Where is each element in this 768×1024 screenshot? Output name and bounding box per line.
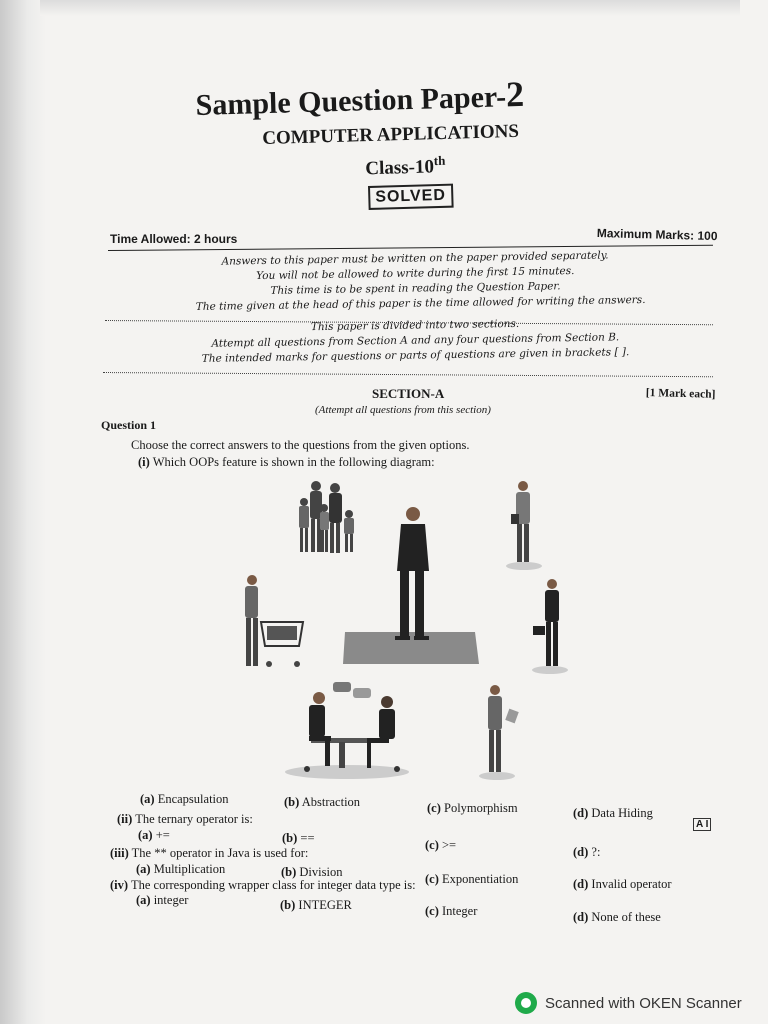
instruction-line: Attempt all questions from Section A and any four questions from Section B. <box>211 331 620 350</box>
question-label: Question 1 <box>101 418 157 432</box>
shopping-man-icon <box>245 575 303 667</box>
instruction-line: You will not be allowed to write during the first 15 minutes. <box>256 265 575 283</box>
option-i-c[interactable]: (c) Polymorphism <box>427 801 518 815</box>
page-top-shade <box>40 0 740 16</box>
option-iii-a[interactable]: (a) Multiplication <box>136 862 226 876</box>
option-iv-b[interactable]: (b) INTEGER <box>280 898 352 912</box>
scanner-text: Scanned with OKEN Scanner <box>545 994 742 1012</box>
instruction-line: The intended marks for questions or parts of questions are given in brackets [ ]. <box>201 346 630 365</box>
polymorphism-people-figure-icon <box>225 476 585 786</box>
question-prompt: Choose the correct answers to the questions from the given options. <box>131 438 470 452</box>
instruction-line: Answers to this paper must be written on the paper provided separately. <box>221 249 609 268</box>
solved-badge: SOLVED <box>368 184 453 210</box>
page-title: Sample Question Paper-2 <box>195 73 525 122</box>
briefcase-man-icon <box>533 579 559 666</box>
dotted-separator <box>103 372 713 377</box>
max-marks: Maximum Marks: 100 <box>596 226 718 244</box>
option-iii-c[interactable]: (c) Exponentiation <box>425 872 519 886</box>
central-businessman-icon <box>395 507 429 640</box>
section-a-marks: [1 Mark each] <box>645 387 716 401</box>
oken-scanner-logo-icon <box>515 992 537 1014</box>
option-ii-d[interactable]: (d) ?: <box>573 845 601 859</box>
option-iii-b[interactable]: (b) Division <box>281 865 343 879</box>
option-i-a[interactable]: (a) Encapsulation <box>140 792 229 806</box>
option-ii-c[interactable]: (c) >= <box>425 838 457 852</box>
ai-badge-icon: A I <box>693 818 711 831</box>
class-label: Class-10th <box>365 152 446 180</box>
scanner-watermark <box>515 992 742 1014</box>
instructions-block-1 <box>195 249 646 313</box>
family-group-icon <box>299 481 354 553</box>
instruction-line: This time is to be spent in reading the Question Paper. <box>270 280 561 297</box>
page-binding-shadow <box>0 0 46 1024</box>
option-ii-b[interactable]: (b) == <box>282 831 315 845</box>
casual-man-icon <box>511 481 530 562</box>
option-iii-d[interactable]: (d) Invalid operator <box>573 877 672 891</box>
option-iv-c[interactable]: (c) Integer <box>425 904 478 918</box>
instruction-line: This paper is divided into two sections. <box>310 317 520 334</box>
option-i-d[interactable]: (d) Data Hiding <box>573 806 653 820</box>
option-iv-d[interactable]: (d) None of these <box>573 910 661 924</box>
section-a-title: SECTION-A <box>372 386 445 401</box>
instruction-line: The time given at the head of this paper is the time allowed for writing the answers. <box>195 293 646 313</box>
time-allowed: Time Allowed: 2 hours <box>110 232 238 246</box>
question-part: (iv) The corresponding wrapper class for integer data type is: <box>110 878 416 892</box>
option-iv-a[interactable]: (a) integer <box>136 893 189 907</box>
question-part: (ii) The ternary operator is: <box>117 812 253 826</box>
stage-platform-icon <box>343 632 479 664</box>
question-part: (iii) The ** operator in Java is used for: <box>110 846 309 860</box>
option-ii-a[interactable]: (a) += <box>138 828 170 842</box>
section-a-note: (Attempt all questions from this section) <box>315 404 491 416</box>
meeting-table-icon <box>285 682 409 779</box>
tablet-man-icon <box>488 685 519 772</box>
instructions-block-2 <box>195 316 636 365</box>
option-i-b[interactable]: (b) Abstraction <box>284 795 361 809</box>
subject-title: COMPUTER APPLICATIONS <box>262 120 520 149</box>
question-part: (i) Which OOPs feature is shown in the following diagram: <box>138 455 435 469</box>
